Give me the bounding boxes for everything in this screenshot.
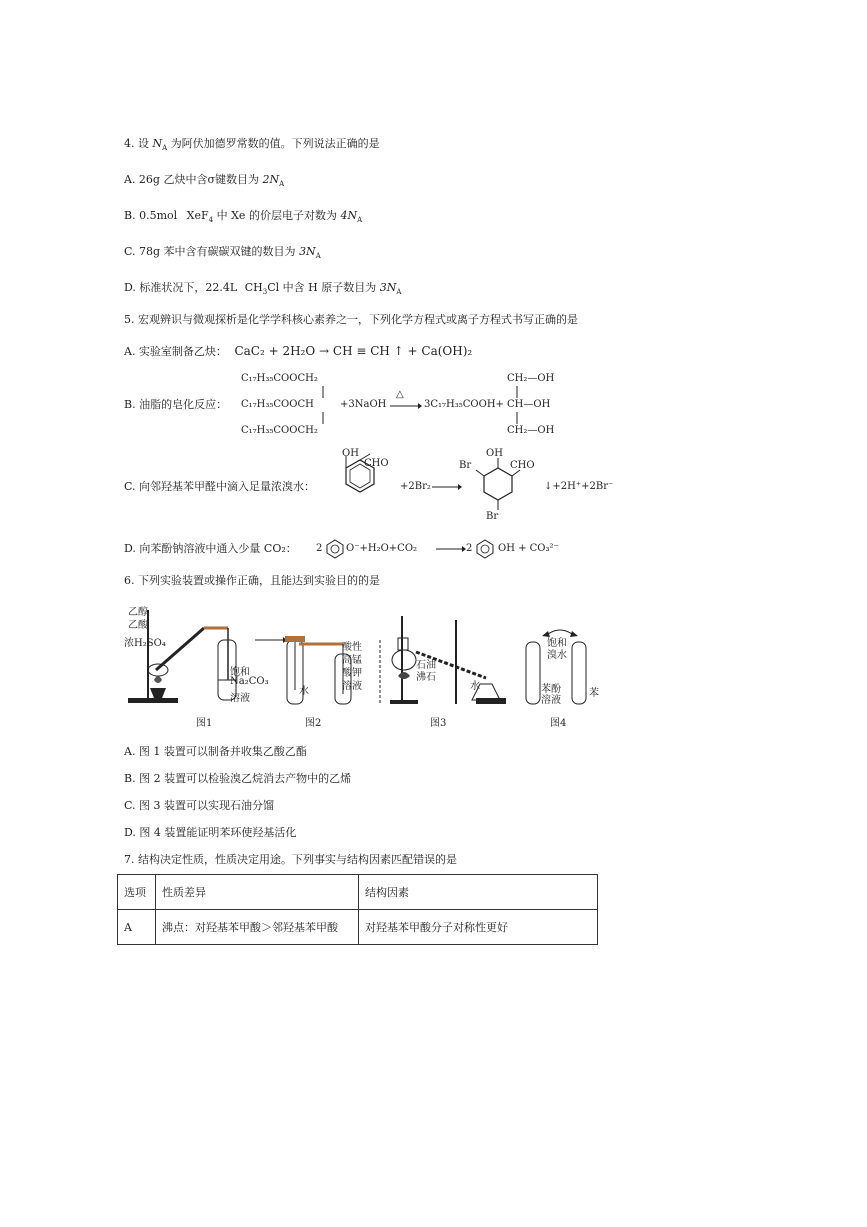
q5-option-d: D. 向苯酚钠溶液中通入少量 CO₂： xyxy=(124,542,297,555)
figure-3-apparatus xyxy=(376,610,516,708)
fig2-label-solution: 溶液 xyxy=(342,681,362,692)
fig3-label-petroleum: 石油 xyxy=(416,660,436,671)
cell-structure: 对羟基苯甲酸分子对称性更好 xyxy=(359,910,598,945)
q4-option-d: D. 标准状况下，22.4L $CH_3Cl$ 中含 H 原子数目为 $3N_A$ xyxy=(124,281,402,297)
c-product-oh: OH xyxy=(486,448,503,459)
c-br2: +2Br₂ xyxy=(400,481,431,492)
cell-property: 沸点：对羟基苯甲酸＞邻羟基苯甲酸 xyxy=(156,910,359,945)
table-row xyxy=(118,910,598,945)
cell-option: A xyxy=(118,910,156,945)
c-reaction-arrow xyxy=(432,483,462,491)
b-ester-line-2: C₁₇H₃₅COOCH xyxy=(241,399,314,410)
q6-option-a: A. 图 1 装置可以制备并收集乙酸乙酯 xyxy=(124,745,307,758)
b-ester-line-3: C₁₇H₃₅COOCH₂ xyxy=(241,425,318,436)
d-coef-1: 2 xyxy=(316,543,323,554)
table-header-row xyxy=(118,875,598,910)
header-structure: 结构因素 xyxy=(359,875,598,910)
fig3-label-water: 水 xyxy=(470,681,480,692)
b-bond-lines xyxy=(500,378,540,432)
d-phenoxide-ring xyxy=(324,538,346,560)
fig1-label-na2co3: Na₂CO₃ xyxy=(230,676,269,687)
b-ester-bond-lines xyxy=(315,378,335,432)
c-product-cho: CHO xyxy=(510,460,535,471)
q5-option-b-label: B. 油脂的皂化反应： xyxy=(124,398,228,411)
b-reaction-arrow xyxy=(390,402,422,410)
d-coef-2: 2 xyxy=(466,543,473,554)
fig2-label-acidic: 酸性 xyxy=(342,642,362,653)
fig1-label-acetic-acid: 乙酸 xyxy=(128,620,148,631)
fig3-label-zeolite: 沸石 xyxy=(416,672,436,683)
q6-option-b: B. 图 2 装置可以检验溴乙烷消去产物中的乙烯 xyxy=(124,772,352,785)
fig2-label-permanganate-1: 高锰 xyxy=(342,655,362,666)
fig4-label-benzene: 苯 xyxy=(589,688,599,699)
fig4-label-solution: 溶液 xyxy=(541,695,561,706)
d-reaction-arrow xyxy=(436,545,466,553)
b-naoh: +3NaOH xyxy=(340,399,387,410)
fig4-label-bromine-water: 溴水 xyxy=(547,650,567,661)
b-heat-condition: △ xyxy=(396,389,404,400)
q4-option-a: A. 26g 乙炔中含σ键数目为 $2N_A$ xyxy=(124,173,285,189)
header-property: 性质差异 xyxy=(156,875,359,910)
fig1-label-h2so4: 浓H₂SO₄ xyxy=(124,638,166,649)
q4-option-c: C. 78g 苯中含有碳碳双键的数目为 $3N_A$ xyxy=(124,245,321,261)
q6-option-c: C. 图 3 装置可以实现石油分馏 xyxy=(124,799,275,812)
d-eq-mid: O⁻+H₂O+CO₂ xyxy=(346,543,418,554)
q6-stem: 6. 下列实验装置或操作正确，且能达到实验目的的是 xyxy=(124,574,380,587)
fig1-label-ethanol: 乙醇 xyxy=(128,607,148,618)
c-tail: ↓+2H⁺+2Br⁻ xyxy=(544,481,614,492)
c-product-br-left: Br xyxy=(459,460,472,471)
d-phenol-ring xyxy=(474,538,496,560)
c-reactant-cho: CHO xyxy=(364,458,389,469)
q5-stem: 5. 宏观辨识与微观探析是化学学科核心素养之一，下列化学方程式或离子方程式书写正确的是 xyxy=(124,313,578,326)
q6-option-d: D. 图 4 装置能证明苯环使羟基活化 xyxy=(124,826,297,839)
q5-option-a: A. 实验室制备乙炔： CaC₂ + 2H₂O → CH ≡ CH ↑ + Ca(OH)₂ xyxy=(124,344,473,358)
figure-4-caption: 图4 xyxy=(550,718,567,729)
b-acid-product: 3C₁₇H₃₅COOH+ xyxy=(424,399,504,410)
fig4-label-phenol: 苯酚 xyxy=(541,684,561,695)
header-option: 选项 xyxy=(118,875,156,910)
d-eq-tail: OH + CO₃²⁻ xyxy=(498,543,559,554)
fig1-label-solution: 溶液 xyxy=(230,693,250,704)
fig2-label-permanganate-2: 酸钾 xyxy=(342,668,362,679)
q5-option-c-label: C. 向邻羟基苯甲醛中滴入足量浓溴水： xyxy=(124,480,316,493)
figure-2-caption: 图2 xyxy=(305,718,322,729)
figure-1-caption: 图1 xyxy=(196,718,213,729)
b-glycerol-line-3: CH₂—OH xyxy=(507,425,555,436)
fig1-label-saturated: 饱和 xyxy=(230,667,250,678)
figure-3-caption: 图3 xyxy=(430,718,447,729)
b-ester-line-1: C₁₇H₃₅COOCH₂ xyxy=(241,373,318,384)
q7-table xyxy=(117,874,598,945)
c-reactant-oh: OH xyxy=(342,448,359,459)
c-product-br-bottom: Br xyxy=(486,511,499,522)
q4-stem: 4. 设 $N_A$ 为阿伏加德罗常数的值。下列说法正确的是 xyxy=(124,137,380,153)
fig2-label-water: 水 xyxy=(299,686,309,697)
q4-option-b: B. 0.5mol XeF$_4$ 中 Xe 的价层电子对数为 $4N_A$ xyxy=(124,209,363,225)
b-glycerol-line-1: CH₂—OH xyxy=(507,373,555,384)
b-glycerol-line-2: CH—OH xyxy=(507,399,551,410)
fig4-label-saturated: 饱和 xyxy=(547,638,567,649)
q7-stem: 7. 结构决定性质，性质决定用途。下列事实与结构因素匹配错误的是 xyxy=(124,853,457,866)
